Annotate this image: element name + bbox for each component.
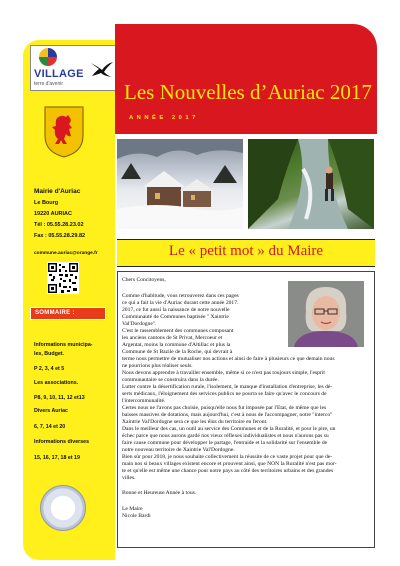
article-line: Bonne et Heureuse Année à tous. (122, 490, 197, 496)
article-line: Le Maire (122, 506, 143, 512)
section-banner (117, 239, 375, 267)
article-line: villes. (122, 475, 136, 481)
email-address[interactable]: commune.auriac@orange.fr (34, 251, 98, 256)
article-line: les anciens cantons de St Privat, Mercoeur et (122, 335, 223, 341)
article-line: C'est le rassemblement des communes composant (122, 328, 234, 334)
article-line: ce qui a fait la vie d'Auriac durant cette année 2017. (122, 300, 239, 306)
article-line: Val'Dordogne". (122, 321, 157, 327)
sommaire-header (30, 307, 106, 320)
logo-subtitle: terre d'avenir (34, 81, 64, 87)
mayor-portrait-photo (288, 281, 364, 347)
sommaire-label: SOMMAIRE : (35, 310, 75, 316)
swallow-icon (90, 60, 114, 78)
village-logo-icon (39, 48, 57, 66)
article-line: Nicole Bardi (122, 513, 151, 519)
article-line: communautaire se construira dans la durée. (122, 377, 219, 383)
article-line: 2017, ce fut aussi la naissance de notre nouvelle (122, 307, 230, 313)
article-line: Nous devons apprendre à travailler ensemble, même si ce n'est pas toujours simple, l'esprit (122, 370, 325, 376)
year-label: ANNÉE 2017 (129, 115, 199, 121)
sommaire-item: P 2, 3, 4 et 5 (34, 366, 65, 372)
sommaire-item: Informations diverses (34, 439, 90, 445)
mairie-title: Mairie d'Auriac (34, 188, 81, 195)
sommaire-item: Divers Auriac (34, 408, 68, 414)
qr-code-icon (47, 262, 79, 294)
article-line: Bien sûr pour 2018, je nous souhaite collectivement la réussite de ce vaste projet pour que de- (122, 454, 333, 460)
sommaire-item: Les associations. (34, 380, 79, 386)
article-line: terme nous permettre de mutualiser nos actions et ainsi de faire à plusieurs ce que demain nous (122, 356, 335, 362)
river-canyoning-photo (248, 139, 374, 229)
address-line-2: 19220 AURIAC (34, 211, 73, 217)
section-title: Le « petit mot » du Maire (168, 243, 324, 259)
article-line: Dans le meilleur des cas, un outil au service des Communes et de la Ruralité, et pour le pire, un (122, 426, 336, 432)
article-line: notre nouveau territoire de Xaintrie Val'Dordogne. (122, 447, 235, 453)
article-line: Lutter contre la désertification rurale, l'isolement, le manque d'installation d'entreprise, les dé- (122, 384, 333, 390)
article-line: Comme d'habitude, vous retrouverez dans ces pages (122, 293, 239, 299)
sommaire-item: P8, 9, 10, 11, 12 et13 (34, 395, 85, 401)
winter-village-photo (117, 139, 243, 229)
article-line: Argentat, moins la commune d'Altillac et plus la (122, 342, 231, 348)
article-line: serts médicaux, l'éloignement des services publics ne pourra se faire qu'avec le concours de (122, 391, 327, 397)
phone-number: Tél : 05.55.28.23.02 (34, 222, 84, 228)
article-line: te et qu'elle est même une chance pour notre pays au côté des territoires urbains et des grandes (122, 468, 334, 474)
address-line-1: Le Bourg (34, 200, 59, 206)
seal-stamp-icon (40, 485, 86, 531)
article-line: Communauté de Communes baptisée " Xaintrie (122, 314, 229, 320)
article-line: échec parce que nous aurons gardé nos vieux réflexes individualistes et nous n'aurons pas su (122, 433, 329, 439)
article-line: baisses massives de dotations, mais aujourd'hui, c'est à nous de l'accompagner, notre "interco" (122, 412, 333, 418)
coat-of-arms-icon (44, 106, 84, 158)
sommaire-item: les, Budget. (34, 351, 65, 357)
article-line: Commune de St Bazile de la Roche, qui devrait à (122, 349, 233, 355)
fax-number: Fax : 05.55.28.29.82 (34, 233, 86, 239)
article-line: l'intercommunalité. (122, 398, 166, 404)
article-line: Xaintrie Val'Dordogne sera ce que les élus du territoire en feront. (122, 419, 268, 425)
article-line: main nos si beaux villages existent encore et prouvent ainsi, que NON la Ruralité n'est pas mor- (122, 461, 337, 467)
logo-name: VILLAGE (34, 68, 84, 80)
sommaire-item: 15, 16, 17, 18 et 19 (34, 455, 80, 461)
newsletter-title: Les Nouvelles d’Auriac 2017 (124, 80, 372, 104)
article-line: faire cause commune pour développer le partage, l'entraide et la solidarité sur l'ensemble de (122, 440, 328, 446)
sommaire-item: 6, 7, 14 et 20 (34, 424, 66, 430)
article-line: Certes nous ne l'avons pas choisie, puisqu'elle nous fut imposée par l'Etat, de même que les (122, 405, 327, 411)
article-line: Chers Concitoyens, (122, 277, 166, 283)
sommaire-item: Informations municipa- (34, 342, 93, 348)
article-line: ne pourrions plus réaliser seuls. (122, 363, 193, 369)
